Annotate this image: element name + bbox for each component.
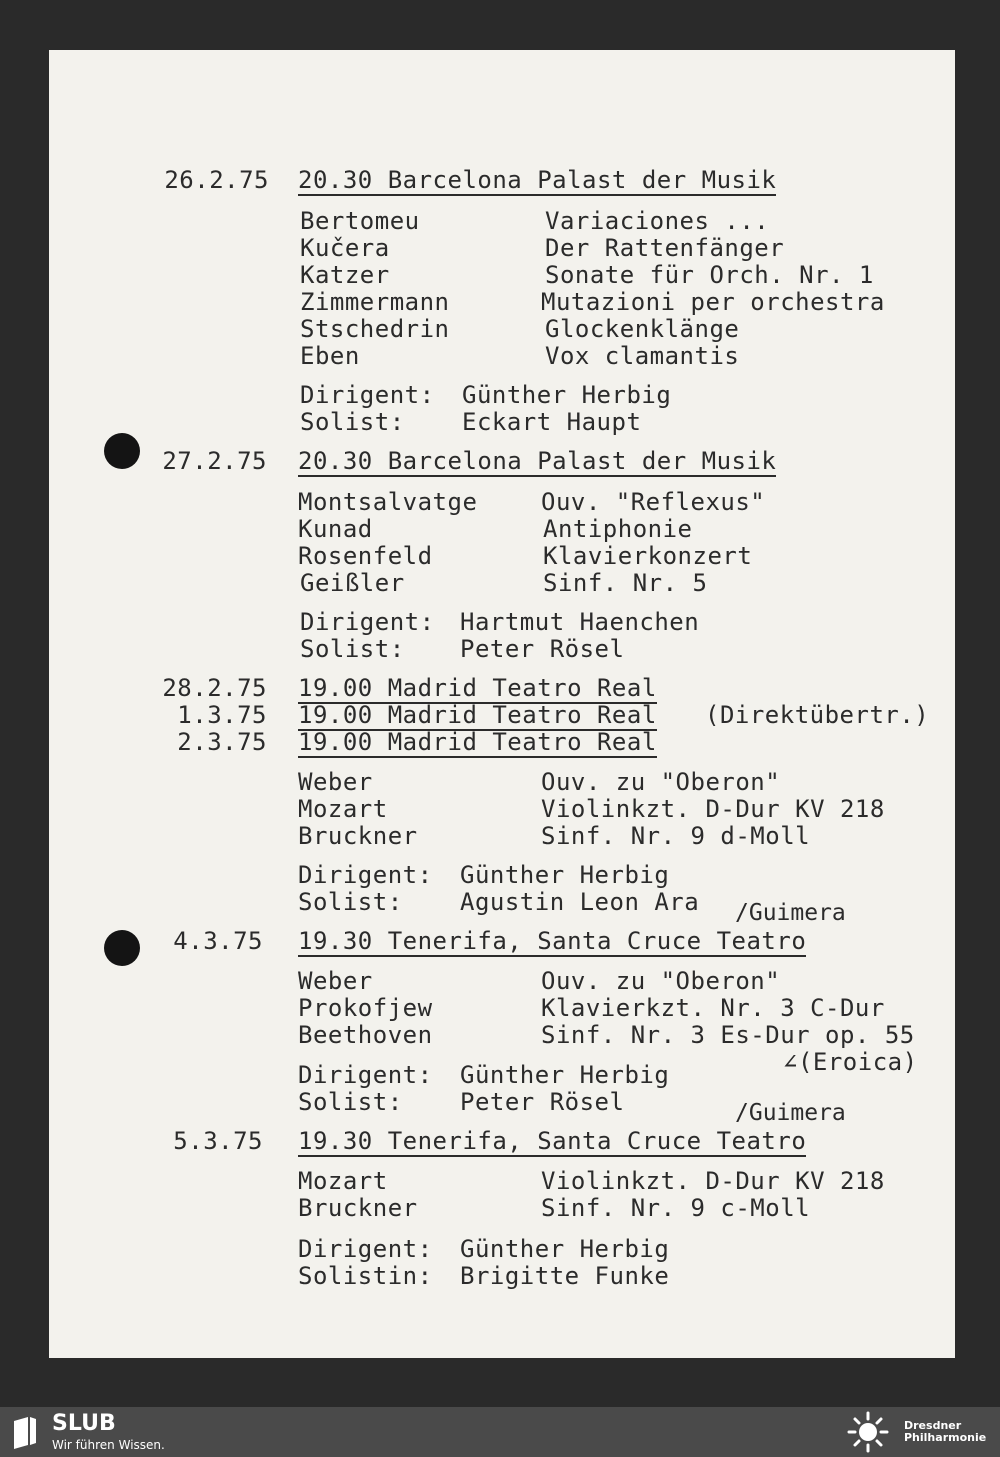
concert-venue: 19.00 Madrid Teatro Real (298, 728, 657, 756)
credit-label: Dirigent: (298, 861, 433, 889)
composer: Stschedrin (300, 315, 450, 343)
credit-label: Solist: (298, 888, 403, 916)
credit-name: Peter Rösel (460, 1088, 625, 1116)
credit-label: Dirigent: (300, 608, 435, 636)
credit-label: Solistin: (298, 1262, 433, 1290)
credit-name: Günther Herbig (460, 1235, 670, 1263)
concert-date: 1.3.75 (177, 701, 267, 729)
composer: Mozart (298, 1167, 388, 1195)
credit-label: Solist: (300, 635, 405, 663)
broadcast-note: (Direktübertr.) (705, 701, 930, 729)
handwritten-note: /Guimera (735, 1100, 846, 1126)
work: Sinf. Nr. 9 c-Moll (541, 1194, 811, 1222)
work: Violinkzt. D-Dur KV 218 (541, 795, 885, 823)
concert-venue: 19.00 Madrid Teatro Real (298, 674, 657, 702)
composer: Bertomeu (300, 207, 420, 235)
composer: Montsalvatge (298, 488, 478, 516)
partner-name[interactable]: Dresdner Philharmonie (904, 1419, 987, 1444)
concert-date: 4.3.75 (173, 927, 263, 955)
concert-date: 2.3.75 (177, 728, 267, 756)
work: Vox clamantis (545, 342, 740, 370)
composer: Weber (298, 768, 373, 796)
footer-bar (0, 1407, 1000, 1457)
work: Violinkzt. D-Dur KV 218 (541, 1167, 885, 1195)
concert-venue: 19.00 Madrid Teatro Real (298, 701, 657, 729)
credit-label: Dirigent: (298, 1235, 433, 1263)
work: Sinf. Nr. 9 d-Moll (541, 822, 811, 850)
library-name[interactable]: SLUB (52, 1411, 116, 1436)
concert-date: 28.2.75 (162, 674, 267, 702)
work-addendum: ∠(Eroica) (783, 1048, 918, 1076)
work: Sonate für Orch. Nr. 1 (545, 261, 874, 289)
credit-name: Günther Herbig (462, 381, 672, 409)
concert-venue: 19.30 Tenerifa, Santa Cruce Teatro (298, 927, 807, 955)
credit-name: Hartmut Haenchen (460, 608, 700, 636)
work: Ouv. "Reflexus" (541, 488, 766, 516)
credit-name: Peter Rösel (460, 635, 625, 663)
composer: Eben (300, 342, 360, 370)
composer: Bruckner (298, 822, 418, 850)
composer: Kunad (298, 515, 373, 543)
composer: Prokofjew (298, 994, 433, 1022)
concert-venue: 20.30 Barcelona Palast der Musik (298, 166, 777, 194)
credit-label: Dirigent: (298, 1061, 433, 1089)
credit-name: Brigitte Funke (460, 1262, 670, 1290)
work: Ouv. zu "Oberon" (541, 967, 781, 995)
credit-label: Solist: (298, 1088, 403, 1116)
work: Antiphonie (543, 515, 693, 543)
credit-label: Dirigent: (300, 381, 435, 409)
composer: Rosenfeld (298, 542, 433, 570)
library-claim: Wir führen Wissen. (52, 1438, 165, 1452)
composer: Beethoven (298, 1021, 433, 1049)
concert-date: 5.3.75 (173, 1127, 263, 1155)
composer: Katzer (300, 261, 390, 289)
work: Variaciones ... (545, 207, 770, 235)
composer: Weber (298, 967, 373, 995)
concert-date: 27.2.75 (162, 447, 267, 475)
credit-label: Solist: (300, 408, 405, 436)
composer: Mozart (298, 795, 388, 823)
composer: Kučera (300, 234, 390, 262)
composer: Bruckner (298, 1194, 418, 1222)
work: Der Rattenfänger (545, 234, 785, 262)
composer: Zimmermann (300, 288, 450, 316)
concert-venue: 20.30 Barcelona Palast der Musik (298, 447, 777, 475)
handwritten-note: /Guimera (735, 900, 846, 926)
document-page (49, 50, 955, 1358)
concert-venue: 19.30 Tenerifa, Santa Cruce Teatro (298, 1127, 807, 1155)
work: Sinf. Nr. 3 Es-Dur op. 55 (541, 1021, 915, 1049)
work: Klavierkonzert (543, 542, 753, 570)
work: Klavierkzt. Nr. 3 C-Dur (541, 994, 885, 1022)
composer: Geißler (300, 569, 405, 597)
work: Mutazioni per orchestra (541, 288, 885, 316)
credit-name: Günther Herbig (460, 861, 670, 889)
work: Glockenklänge (545, 315, 740, 343)
credit-name: Günther Herbig (460, 1061, 670, 1089)
work: Ouv. zu "Oberon" (541, 768, 781, 796)
concert-date: 26.2.75 (164, 166, 269, 194)
credit-name: Eckart Haupt (462, 408, 642, 436)
philharmonie-logo-icon[interactable] (843, 1411, 893, 1453)
slub-logo-icon[interactable] (12, 1415, 38, 1449)
work: Sinf. Nr. 5 (543, 569, 708, 597)
credit-name: Agustin Leon Ara (460, 888, 700, 916)
